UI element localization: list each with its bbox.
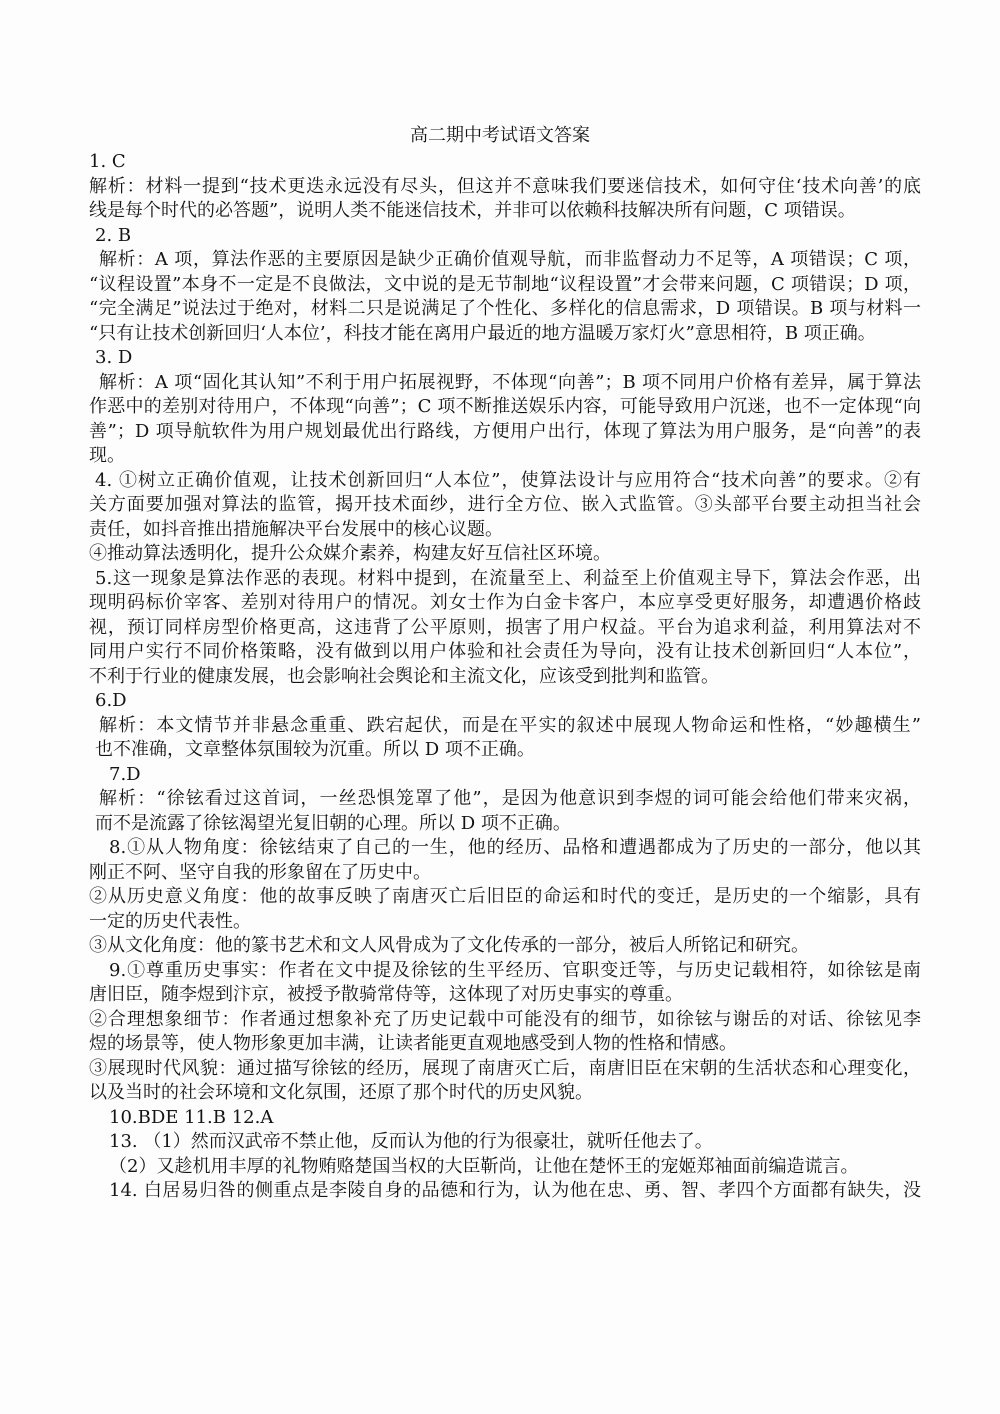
- text-line: 作恶中的差别对待用户，不体现“向善”；C 项不断推送娱乐内容，可能导致用户沉迷，也不一定体现“向: [89, 396, 921, 417]
- text-line: 7.D: [109, 763, 141, 785]
- text-line: 13. （1）然而汉武帝不禁止他，反而认为他的行为很豪壮，就听任他去了。: [109, 1131, 713, 1152]
- text-line: 4. ①树立正确价值观，让技术创新回归“人本位”，使算法设计与应用符合“技术向善”的要求。②有: [95, 469, 921, 491]
- text-line: 关方面要加强对算法的监管，揭开技术面纱，进行全方位、嵌入式监管。③头部平台要主动担当社会: [89, 494, 921, 515]
- text-line: ③从文化角度：他的篆书艺术和文人风骨成为了文化传承的一部分，被后人所铭记和研究。: [89, 935, 809, 956]
- text-line: “完全满足”说法过于绝对，材料二只是说满足了个性化、多样化的信息需求，D 项错误。B 项与材料一: [89, 298, 921, 319]
- text-line: 3. D: [95, 347, 133, 368]
- text-line: 唐旧臣，随李煜到汴京，被授予散骑常侍等，这体现了对历史事实的尊重。: [89, 984, 683, 1005]
- text-line: 10.BDE 11.B 12.A: [109, 1106, 274, 1128]
- text-line: “只有让技术创新回归‘人本位’，科技才能在离用户最近的地方温暖万家灯火”意思相符，B 项正确。: [89, 322, 876, 344]
- document-title: 高二期中考试语文答案: [410, 125, 590, 146]
- text-line: 善”；D 项导航软件为用户规划最优出行路线，方便用户出行，体现了算法为用户服务，是“向善”的表: [89, 420, 921, 442]
- text-line: 煜的场景等，使人物形象更加丰满，让读者能更直观地感受到人物的性格和情感。: [89, 1033, 737, 1054]
- text-line: 解析：“徐铉看过这首词，一丝恐惧笼罩了他”，是因为他意识到李煜的词可能会给他们带来灾祸，: [99, 788, 921, 809]
- text-line: 而不是流露了徐铉渴望光复旧朝的心理。所以 D 项不正确。: [95, 812, 571, 834]
- document-body: [89, 150, 921, 1204]
- text-line: 14. 白居易归咎的侧重点是李陵自身的品德和行为，认为他在忠、勇、智、孝四个方面都有缺失，没: [109, 1180, 921, 1201]
- text-line: 8.①从人物角度：徐铉结束了自己的一生，他的经历、品格和遭遇都成为了历史的一部分，他以其: [109, 837, 921, 858]
- text-line: 解析：A 项，算法作恶的主要原因是缺少正确价值观导航，而非监督动力不足等，A 项错误；C 项，: [99, 249, 921, 270]
- text-line: 以及当时的社会环境和文化氛围，还原了那个时代的历史风貌。: [89, 1082, 593, 1103]
- text-line: 同用户实行不同价格策略，没有做到以用户体验和社会责任为导向，没有让技术创新回归“人本位”，: [89, 641, 921, 662]
- text-line: 1. C: [89, 151, 126, 172]
- text-line: 不利于行业的健康发展，也会影响社会舆论和主流文化，应该受到批判和监管。: [89, 665, 719, 687]
- text-line: ③展现时代风貌：通过描写徐铉的经历，展现了南唐灭亡后，南唐旧臣在宋朝的生活状态和心理变化，: [89, 1057, 921, 1079]
- text-line: 现。: [89, 445, 125, 466]
- text-line: （2）又趁机用丰厚的礼物贿赂楚国当权的大臣靳尚，让他在楚怀王的宠姬郑袖面前编造谎言。: [109, 1155, 859, 1177]
- text-line: 也不准确，文章整体氛围较为沉重。所以 D 项不正确。: [95, 739, 535, 760]
- text-line: 9.①尊重历史事实：作者在文中提及徐铉的生平经历、官职变迁等，与历史记载相符，如徐铉是南: [109, 959, 921, 981]
- text-line: 解析：材料一提到“技术更迭永远没有尽头，但这并不意味我们要迷信技术，如何守住‘技术向善’的底: [89, 175, 921, 197]
- text-line: ④推动算法透明化，提升公众媒介素养，构建友好互信社区环境。: [89, 543, 611, 564]
- text-line: 线是每个时代的必答题”，说明人类不能迷信技术，并非可以依赖科技解决所有问题，C 项错误。: [89, 200, 856, 221]
- text-line: 一定的历史代表性。: [89, 910, 251, 932]
- text-line: 解析：本文情节并非悬念重重、跌宕起伏，而是在平实的叙述中展现人物命运和性格，“妙趣横生”: [99, 714, 921, 736]
- text-line: 责任，如抖音推出措施解决平台发展中的核心议题。: [89, 518, 503, 540]
- text-line: 视，预订同样房型价格更高，这违背了公平原则，损害了用户权益。平台为追求利益，利用算法对不: [89, 616, 921, 638]
- text-line: 6.D: [95, 690, 127, 711]
- text-line: “议程设置”本身不一定是不良做法，文中说的是无节制地“议程设置”才会带来问题，C 项错误；D 项，: [89, 273, 921, 295]
- text-line: 2. B: [95, 224, 132, 246]
- text-line: ②合理想象细节：作者通过想象补充了历史记载中可能没有的细节，如徐铉与谢岳的对话、徐铉见李: [89, 1008, 921, 1030]
- text-line: ②从历史意义角度：他的故事反映了南唐灭亡后旧臣的命运和时代的变迁，是历史的一个缩影，具有: [89, 886, 921, 907]
- text-line: 解析：A 项“固化其认知”不利于用户拓展视野，不体现“向善”；B 项不同用户价格有差异，属于算法: [99, 371, 921, 393]
- text-line: 刚正不阿、坚守自我的形象留在了历史中。: [89, 861, 431, 883]
- text-line: 5.这一现象是算法作恶的表现。材料中提到，在流量至上、利益至上价值观主导下，算法会作恶，出: [95, 567, 921, 589]
- text-line: 现明码标价宰客、差别对待用户的情况。刘女士作为白金卡客户，本应享受更好服务，却遭遇价格歧: [89, 592, 921, 613]
